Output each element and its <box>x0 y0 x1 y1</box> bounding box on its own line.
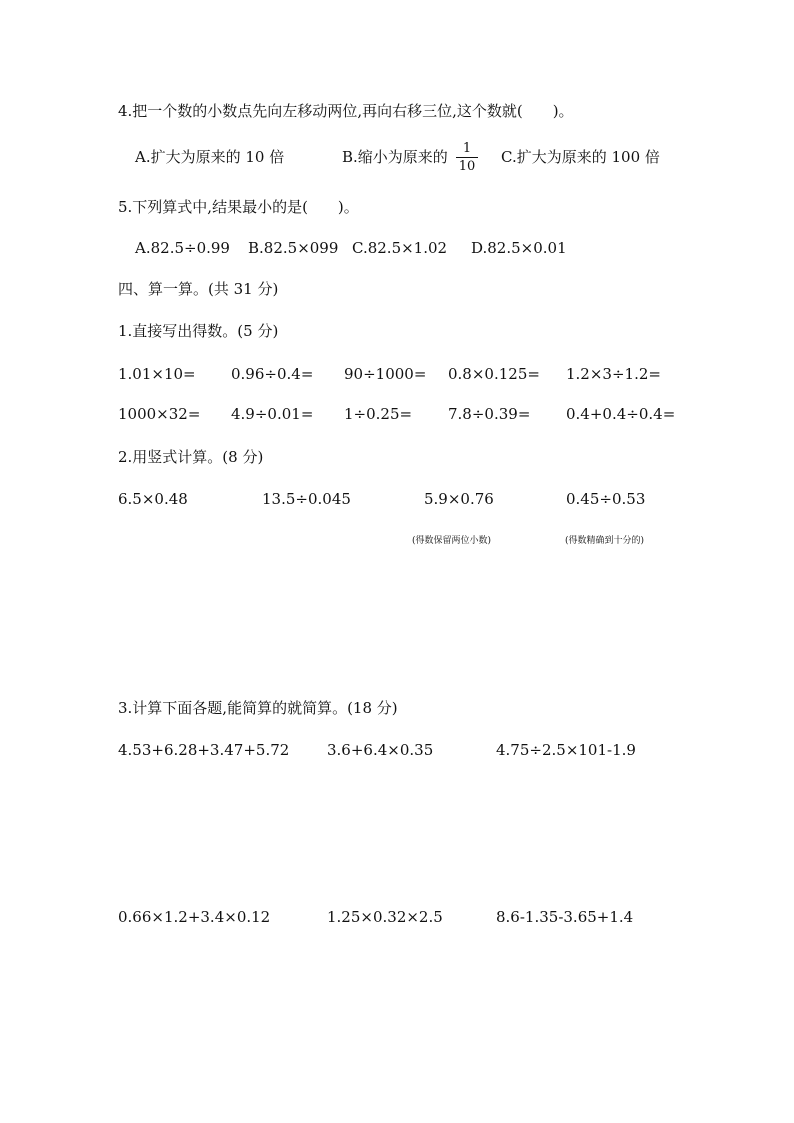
vertical-calc-item: 13.5÷0.045 <box>262 490 351 508</box>
part-3-title: 3.计算下面各题,能简算的就简算。(18 分) <box>118 699 398 717</box>
mental-math-item: 0.96÷0.4= <box>231 365 314 383</box>
mental-math-item: 1.01×10= <box>118 365 196 383</box>
question-4-option-a: A.扩大为原来的 10 倍 <box>135 148 285 166</box>
simplify-calc-item: 0.66×1.2+3.4×0.12 <box>118 908 271 926</box>
mental-math-item: 0.4+0.4÷0.4= <box>566 405 676 423</box>
simplify-calc-item: 8.6-1.35-3.65+1.4 <box>496 908 634 926</box>
simplify-calc-item: 1.25×0.32×2.5 <box>327 908 443 926</box>
fraction-numerator: 1 <box>462 141 472 156</box>
fraction-bar <box>456 157 478 158</box>
question-4-option-b: B.缩小为原来的 <box>342 148 448 166</box>
question-5-option-a: A.82.5÷0.99 <box>135 239 230 257</box>
mental-math-item: 0.8×0.125= <box>448 365 540 383</box>
rounding-note: (得数保留两位小数) <box>412 536 492 546</box>
section-4-heading: 四、算一算。(共 31 分) <box>118 280 279 298</box>
question-5-option-b: B.82.5×099 <box>248 239 339 257</box>
simplify-calc-item: 4.53+6.28+3.47+5.72 <box>118 741 290 759</box>
fraction-denominator: 10 <box>458 159 476 174</box>
mental-math-item: 4.9÷0.01= <box>231 405 314 423</box>
mental-math-item: 1÷0.25= <box>344 405 413 423</box>
mental-math-item: 1000×32= <box>118 405 201 423</box>
mental-math-item: 7.8÷0.39= <box>448 405 531 423</box>
part-2-title: 2.用竖式计算。(8 分) <box>118 448 264 466</box>
mental-math-item: 90÷1000= <box>344 365 427 383</box>
mental-math-item: 1.2×3÷1.2= <box>566 365 661 383</box>
simplify-calc-item: 4.75÷2.5×101-1.9 <box>496 741 636 759</box>
question-5-stem: 5.下列算式中,结果最小的是( )。 <box>118 198 359 216</box>
vertical-calc-item: 5.9×0.76 <box>424 490 494 508</box>
simplify-calc-item: 3.6+6.4×0.35 <box>327 741 434 759</box>
question-5-option-d: D.82.5×0.01 <box>471 239 567 257</box>
question-4-option-b-fraction <box>456 141 478 174</box>
question-4-option-c: C.扩大为原来的 100 倍 <box>501 148 660 166</box>
question-5-option-c: C.82.5×1.02 <box>352 239 448 257</box>
vertical-calc-item: 0.45÷0.53 <box>566 490 646 508</box>
part-1-title: 1.直接写出得数。(5 分) <box>118 322 279 340</box>
vertical-calc-item: 6.5×0.48 <box>118 490 188 508</box>
rounding-note: (得数精确到十分的) <box>565 536 645 546</box>
question-4-stem: 4.把一个数的小数点先向左移动两位,再向右移三位,这个数就( )。 <box>118 102 574 120</box>
